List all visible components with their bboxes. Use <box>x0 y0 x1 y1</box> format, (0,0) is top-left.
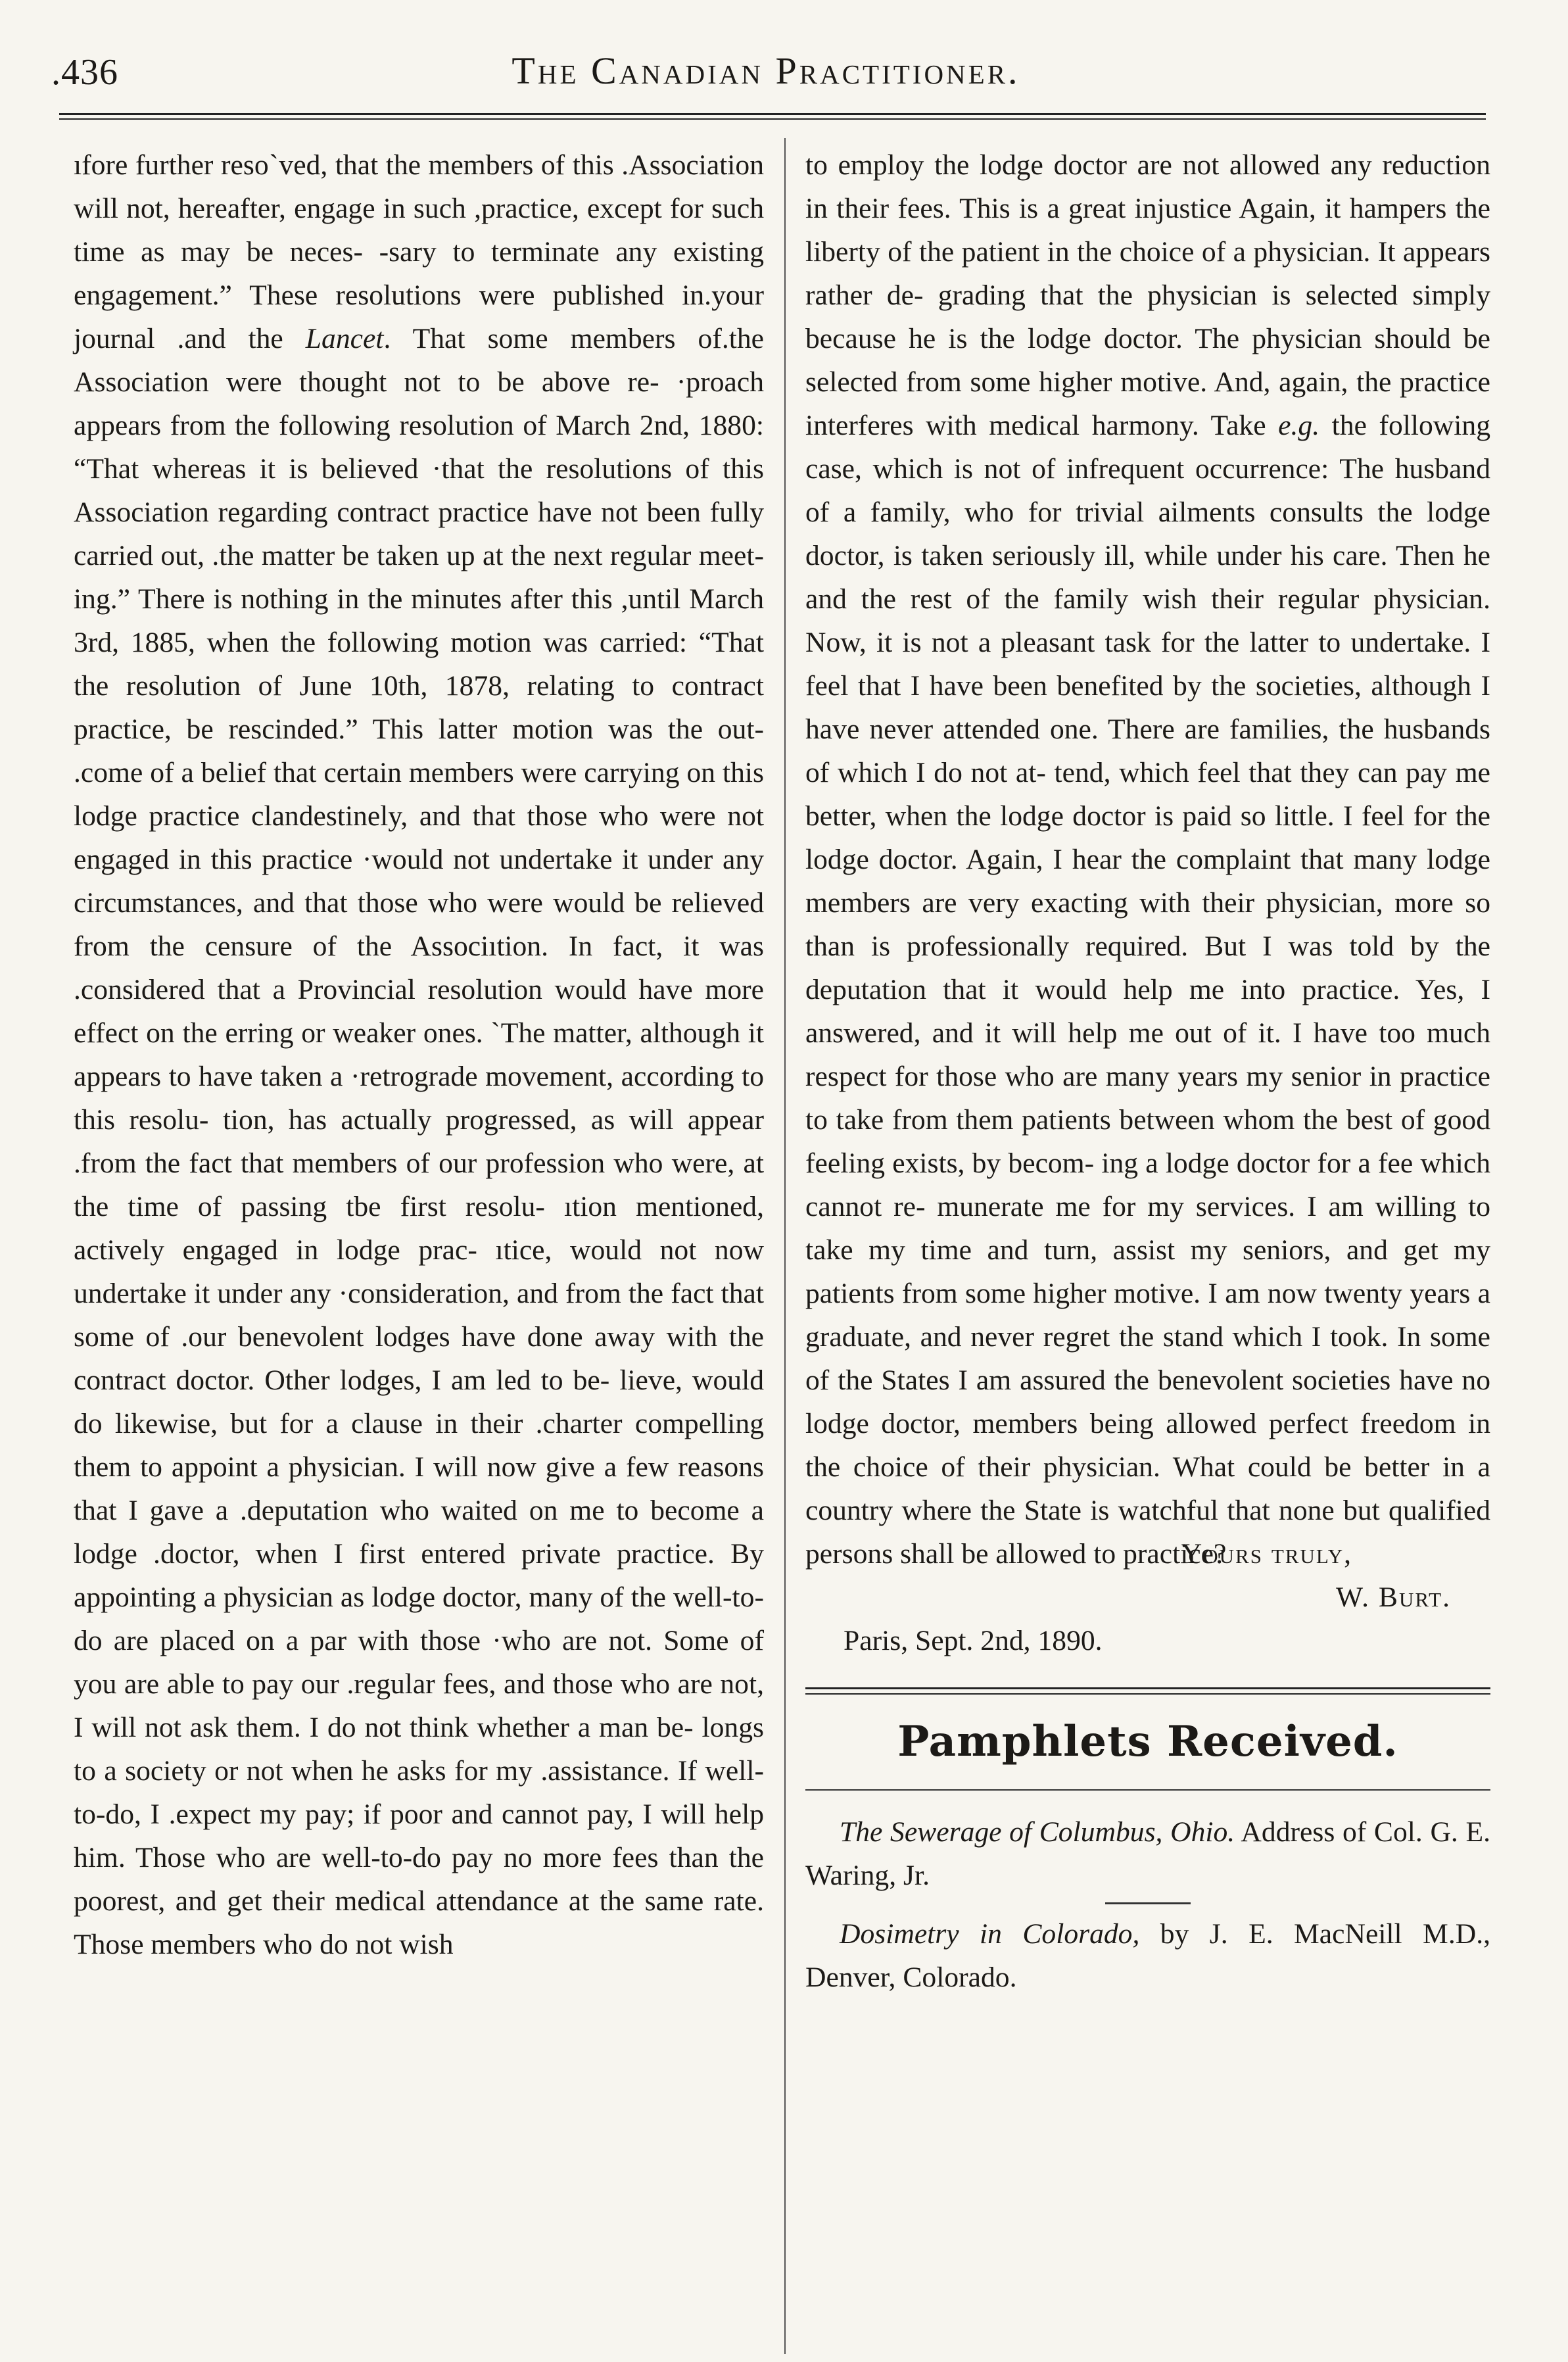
pamphlet-title: Dosimetry in Colorado, <box>840 1918 1140 1950</box>
column-divider <box>784 138 786 2354</box>
closing: Yours truly, <box>1181 1538 1352 1570</box>
pamphlet-text: by J. E. MacNeill M.D., Denver, Colorado. <box>805 1918 1490 1993</box>
left-column <box>74 143 764 2300</box>
page-number: .436 <box>51 52 118 93</box>
pamphlet-title: The Sewerage of Columbus, Ohio. <box>840 1816 1235 1848</box>
section-rule <box>805 1687 1490 1695</box>
journal-title: The Canadian Practitioner. <box>511 49 1020 92</box>
header-rule <box>59 113 1486 120</box>
letter-paragraph-left: ıfore further resoˋved, that the members of this .Association will not, hereafter, engage in such ,practice, except for such time as may be neces- -sary to terminate any existing engagement.” These resolutions were published in.your journal .and the Lancet. That some members of.the Association were thought not to be above re- ·proach appears from the following resolution of March 2nd, 1880: “That whereas it is believed ·that the resolutions of this Association regarding contract practice have not been fully carried out, .the matter be taken up at the next regular meet- ing.” There is nothing in the minutes after this ,until March 3rd, 1885, when the following motion was carried: “That the resolution of June 10th, 1878, relating to contract practice, be rescinded.” This latter motion was the out- .come of a belief that certain members were carrying on this lodge practice clandestinely, and that those who were not engaged in this practice ·would not undertake it under any circumstances, and that those who were would be relieved from the censure of the Associıtion. In fact, it was .considered that a Provincial resolution would have more effect on the erring or weaker ones. ˋThe matter, although it appears to have taken a ·retrograde movement, according to this resolu- tion, has actually progressed, as will appear .from the fact that members of our profession who were, at the time of passing tbe first resolu- ıtion mentioned, actively engaged in lodge prac- ıtice, would not now undertake it under any ·consideration, and from the fact that some of .our benevolent lodges have done away with the contract doctor. Other lodges, I am led to be- liеve, would do likewise, but for a clause in their .charter compelling them to appoint a physician. I will now give a few reasons that I gave a .deputation who waited on me to bеcome a lodge .doctor, when I first entered private practice. By appointing a physician as lodge doctor, many of the well-to-do are placed on a par with those ·who are not. Some of you are able to pay our .regular fees, and those who are not, I will not ask them. I do not think whether a man be- longs to a society or not when he asks for my .assistance. If well-to-do, I .expect my pay; if poor and cannot pay, I will help him. Those who are well-to-do pay no more fees than the poorest, and get their medical attendance at the same rate. Those members who do not wish <box>74 149 765 1960</box>
section-heading: Pamphlets Received. <box>897 1717 1398 1766</box>
entry-divider <box>1105 1902 1191 1904</box>
pamphlet-entry <box>805 1810 1490 1897</box>
pamphlet-entry <box>805 1912 1490 1999</box>
right-column <box>805 143 1490 2300</box>
pamphlet-text: Address of Col. G. E. Waring, Jr. <box>805 1816 1490 1891</box>
letter-paragraph-right: to employ the lodge doctor are not allowed any reduction in their fees. This is a great injustice Again, it hampers the liberty of the patient in the choice of a physician. It appears rather de- grading that the physician is selected simply because he is the lodge doctor. The physician should be selected from some higher motive. And, again, the practice interferes with medical harmony. Take e.g. the following case, which is not of infrequent occurrence: The husband of a family, who for trivial ailments consults the lodge doctor, is taken seriously ill, while under his care. Then he and the rest of the family wish their regular physician. Now, it is not a pleasant task for the latter to undertake. I feel that I have been benefited by the societies, although I have never attended one. There are families, the husbands of which I do not at- tend, which feel that they can pay me better, when the lodge doctor is paid so little. I feel for the lodge doctor. Again, I hear the complaint that many lodge members are very exacting with their physician, more so than is professionally required. But I was told by the deputation that it would help me into practice. Yes, I answered, and it will help me out of it. I have too much respect for those who are many years my senior in practice to take from them patients between whom the best of good feeling exists, by becom- ing a lodge doctor for a fee which cannot re- munerate me for my services. I am willing to take my time and turn, assist my seniors, and get my patients from some higher motive. I am now twenty years a graduate, and never regret the stand which I took. In some of the States I am assured the benevolent societies have no lodge doctor, members being allowed perfect freedom in the choice of their physician. What could be better in a country where the State is watchful that none but qualified persons shall be allowed to practice? <box>805 149 1490 1570</box>
heading-rule <box>805 1789 1490 1791</box>
dateline: Paris, Sept. 2nd, 1890. <box>843 1625 1103 1656</box>
author-signature: W. Burt. <box>1335 1581 1451 1613</box>
page-header <box>46 26 1486 105</box>
